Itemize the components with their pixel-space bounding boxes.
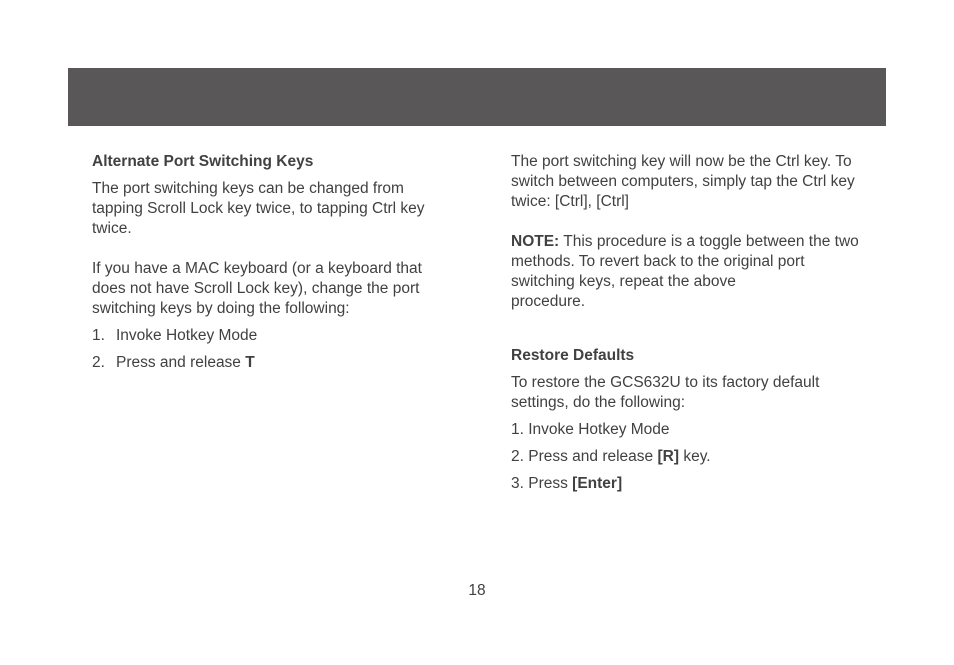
key-label: [Enter]: [572, 475, 623, 492]
list-item: [511, 447, 863, 467]
list-number: 2.: [92, 354, 105, 371]
section-heading-alternate-keys: Alternate Port Switching Keys: [92, 153, 314, 170]
key-label: [R]: [657, 448, 680, 465]
list-item: [92, 353, 448, 373]
note-text-end: procedure.: [511, 293, 586, 310]
list-text: 3. Press: [511, 475, 573, 492]
paragraph-intro: The port switching keys can be changed from tapping Scroll Lock key twice, to tapping Ctrl key twice.: [92, 180, 425, 237]
list-text: 2. Press and release: [511, 448, 658, 465]
paragraph-restore: To restore the GCS632U to its factory default settings, do the following:: [511, 374, 820, 411]
section-heading-restore-defaults: Restore Defaults: [511, 347, 635, 364]
list-item: [92, 326, 448, 346]
header-bar: [68, 68, 886, 126]
key-label: T: [245, 354, 255, 371]
note-text: This procedure is a toggle between the two methods. To revert back to the original port switching keys, repeat the above: [511, 233, 859, 290]
list-item: [511, 420, 863, 440]
list-text: Press and release: [116, 354, 246, 371]
list-item: [511, 474, 863, 494]
page-number: 18: [468, 582, 486, 599]
paragraph-mac-keyboard: If you have a MAC keyboard (or a keyboard that does not have Scroll Lock key), change the port switching keys by doing the following:: [92, 260, 422, 317]
left-column: [92, 152, 448, 373]
note-paragraph: [511, 232, 863, 312]
note-label: NOTE:: [511, 233, 560, 250]
list-number: 1.: [92, 327, 105, 344]
paragraph-ctrl-key: The port switching key will now be the Ctrl key. To switch between computers, simply tap the Ctrl key twice: [Ctrl], [Ctrl]: [511, 153, 855, 210]
right-column: [511, 152, 863, 494]
list-text: Invoke Hotkey Mode: [116, 327, 258, 344]
list-text-after: key.: [679, 448, 711, 465]
list-text: 1. Invoke Hotkey Mode: [511, 421, 670, 438]
